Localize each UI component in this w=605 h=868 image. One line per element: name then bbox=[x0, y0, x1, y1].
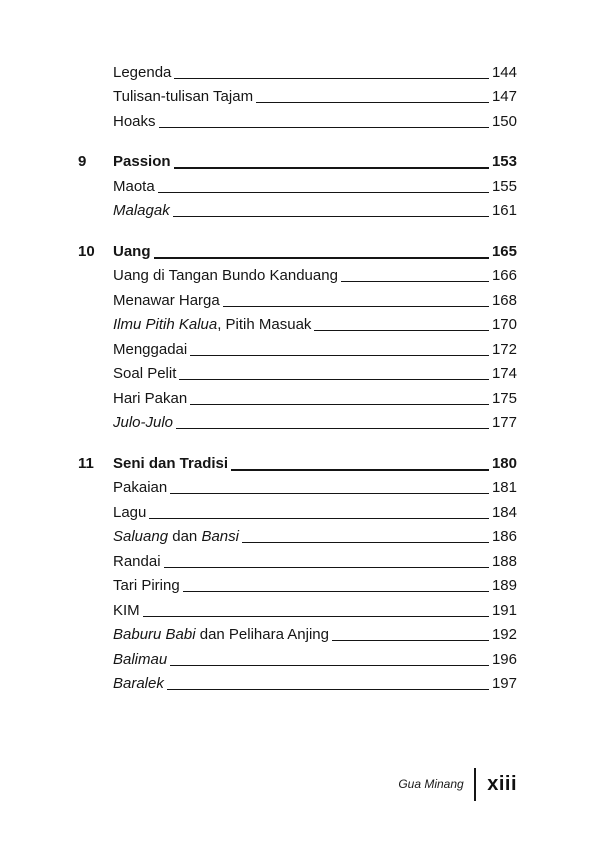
toc-page-number: 186 bbox=[491, 528, 517, 545]
title-part: Maota bbox=[113, 177, 155, 195]
toc-row bbox=[78, 107, 517, 132]
toc-entry-title bbox=[113, 366, 176, 384]
dot-leader bbox=[167, 689, 489, 690]
title-part-italic: Baralek bbox=[113, 675, 164, 692]
toc-entry-title bbox=[113, 391, 187, 409]
toc-chapter-row bbox=[78, 449, 517, 474]
chapter-number: 11 bbox=[78, 454, 94, 472]
toc-section bbox=[78, 148, 517, 222]
toc-page-number: 181 bbox=[491, 479, 517, 496]
dot-leader bbox=[170, 493, 489, 494]
title-part: Hoaks bbox=[113, 112, 156, 130]
toc-section bbox=[78, 58, 517, 132]
toc-entry-title bbox=[113, 529, 239, 547]
toc-section bbox=[78, 237, 517, 433]
title-part: , Pitih Masuak bbox=[217, 316, 312, 333]
dot-leader bbox=[179, 379, 489, 380]
toc-page-number: 191 bbox=[491, 601, 517, 619]
title-part: Hari Pakan bbox=[113, 389, 188, 407]
title-part-italic: Baburu Babi bbox=[113, 626, 196, 643]
toc-page-number: 150 bbox=[491, 112, 517, 130]
toc-row bbox=[78, 197, 517, 222]
dot-leader bbox=[314, 330, 489, 331]
toc-entry-title bbox=[113, 456, 228, 474]
toc-page-number: 180 bbox=[491, 454, 517, 472]
toc-row bbox=[78, 621, 517, 646]
toc-page-number: 155 bbox=[491, 177, 517, 195]
chapter-number bbox=[78, 593, 113, 596]
toc bbox=[78, 58, 517, 694]
chapter-number bbox=[78, 642, 113, 645]
chapter-number bbox=[78, 129, 113, 132]
dot-leader bbox=[158, 192, 489, 193]
chapter-number bbox=[78, 618, 113, 621]
toc-entry-title bbox=[113, 676, 164, 694]
toc-entry-title bbox=[113, 317, 311, 335]
toc-page-number: 166 bbox=[491, 267, 517, 284]
toc-row bbox=[78, 523, 517, 548]
dot-leader bbox=[174, 78, 489, 79]
toc-entry-title bbox=[113, 203, 170, 221]
toc-section bbox=[78, 449, 517, 694]
toc-row bbox=[78, 498, 517, 523]
title-part-italic: Saluang bbox=[113, 528, 169, 545]
footer-divider bbox=[474, 768, 477, 801]
toc-page-number: 170 bbox=[491, 316, 517, 333]
toc-row bbox=[78, 360, 517, 385]
dot-leader bbox=[242, 542, 489, 543]
dot-leader bbox=[170, 665, 489, 666]
toc-page-number: 174 bbox=[491, 365, 517, 382]
title-part: Randai bbox=[113, 552, 161, 570]
toc-page-number: 196 bbox=[491, 650, 517, 668]
dot-leader bbox=[332, 640, 489, 641]
toc-row bbox=[78, 572, 517, 597]
toc-entry-title bbox=[113, 293, 220, 311]
toc-page-number: 168 bbox=[491, 291, 517, 309]
chapter-number bbox=[78, 194, 113, 197]
toc-row bbox=[78, 335, 517, 360]
toc-row bbox=[78, 83, 517, 108]
chapter-number bbox=[78, 691, 113, 694]
title-part: Passion bbox=[113, 153, 171, 170]
toc-page-number: 144 bbox=[491, 63, 517, 81]
chapter-number: 9 bbox=[78, 153, 87, 170]
dot-leader bbox=[159, 127, 489, 128]
toc-row bbox=[78, 547, 517, 572]
toc-row bbox=[78, 172, 517, 197]
toc-page-number: 165 bbox=[491, 242, 517, 260]
dot-leader bbox=[173, 216, 489, 217]
toc-row bbox=[78, 645, 517, 670]
toc-entry-title bbox=[113, 627, 329, 645]
toc-row bbox=[78, 474, 517, 499]
toc-entry-title bbox=[113, 554, 161, 572]
toc-entry-title bbox=[113, 603, 140, 621]
chapter-number: 10 bbox=[78, 242, 95, 260]
title-part: Tulisan-tulisan Tajam bbox=[113, 88, 254, 105]
toc-row bbox=[78, 286, 517, 311]
title-part: dan Pelihara Anjing bbox=[195, 626, 329, 643]
page-footer bbox=[398, 768, 517, 801]
toc-page-number: 172 bbox=[491, 340, 517, 358]
toc-page-number: 147 bbox=[491, 88, 517, 105]
toc-page-number: 192 bbox=[491, 626, 517, 643]
dot-leader bbox=[176, 428, 489, 429]
title-part: dan bbox=[168, 528, 202, 545]
chapter-number bbox=[78, 544, 113, 547]
toc-entry-title bbox=[113, 154, 171, 172]
title-part: Lagu bbox=[113, 503, 147, 521]
title-part: Seni dan Tradisi bbox=[113, 454, 229, 472]
title-part-italic: Bansi bbox=[201, 528, 239, 545]
toc-chapter-row bbox=[78, 148, 517, 173]
chapter-number bbox=[78, 332, 113, 335]
toc-page-number: 177 bbox=[491, 414, 517, 431]
dot-leader bbox=[183, 591, 489, 592]
chapter-number bbox=[78, 495, 113, 498]
toc-page-number: 188 bbox=[491, 552, 517, 570]
chapter-number bbox=[78, 283, 113, 286]
title-part: Uang di Tangan Bundo Kanduang bbox=[113, 267, 338, 284]
toc-entry-title bbox=[113, 268, 338, 286]
title-part: Legenda bbox=[113, 63, 172, 81]
chapter-number bbox=[78, 406, 113, 409]
chapter-number bbox=[78, 520, 113, 523]
chapter-number bbox=[78, 381, 113, 384]
title-part-italic: Balimau bbox=[113, 650, 168, 668]
dot-leader bbox=[174, 167, 489, 169]
toc-row bbox=[78, 409, 517, 434]
title-part: Uang bbox=[113, 242, 151, 260]
toc-entry-title bbox=[113, 480, 167, 498]
toc-entry-title bbox=[113, 179, 155, 197]
toc-entry-title bbox=[113, 415, 173, 433]
chapter-number bbox=[78, 80, 113, 83]
chapter-number bbox=[78, 430, 113, 433]
toc-entry-title bbox=[113, 505, 146, 523]
toc-row bbox=[78, 58, 517, 83]
dot-leader bbox=[149, 518, 489, 519]
dot-leader bbox=[154, 257, 489, 259]
dot-leader bbox=[256, 102, 489, 103]
chapter-number bbox=[78, 104, 113, 107]
title-part: Soal Pelit bbox=[113, 365, 177, 382]
title-part-italic: Malagak bbox=[113, 202, 170, 219]
toc-page-number: 189 bbox=[491, 577, 517, 594]
toc-entry-title bbox=[113, 578, 180, 596]
title-part: Tari Piring bbox=[113, 577, 180, 594]
toc-page-number: 153 bbox=[491, 153, 517, 170]
toc-row bbox=[78, 262, 517, 287]
title-part: Pakaian bbox=[113, 479, 168, 496]
toc-row bbox=[78, 311, 517, 336]
title-part: KIM bbox=[113, 601, 140, 619]
toc-entry-title bbox=[113, 652, 167, 670]
toc-page-number: 175 bbox=[491, 389, 517, 407]
dot-leader bbox=[190, 404, 489, 405]
title-part: Menawar Harga bbox=[113, 291, 220, 309]
chapter-number bbox=[78, 667, 113, 670]
toc-entry-title bbox=[113, 114, 156, 132]
toc-row bbox=[78, 596, 517, 621]
toc-entry-title bbox=[113, 89, 253, 107]
footer-book-title: Gua Minang bbox=[398, 776, 464, 791]
toc-row bbox=[78, 670, 517, 695]
toc-chapter-row bbox=[78, 237, 517, 262]
toc-page-number: 184 bbox=[491, 503, 517, 521]
footer-page-number: xiii bbox=[487, 773, 517, 795]
dot-leader bbox=[143, 616, 489, 617]
title-part-italic: Ilmu Pitih Kalua bbox=[113, 316, 218, 333]
chapter-number bbox=[78, 308, 113, 311]
chapter-number bbox=[78, 218, 113, 221]
toc-entry-title bbox=[113, 65, 171, 83]
title-part-italic: Julo-Julo bbox=[113, 414, 174, 431]
toc-page-number: 161 bbox=[491, 202, 517, 219]
toc-entry-title bbox=[113, 342, 187, 360]
dot-leader bbox=[164, 567, 489, 568]
dot-leader bbox=[223, 306, 489, 307]
dot-leader bbox=[231, 469, 489, 471]
toc-entry-title bbox=[113, 244, 151, 262]
toc-row bbox=[78, 384, 517, 409]
dot-leader bbox=[341, 281, 489, 282]
chapter-number bbox=[78, 569, 113, 572]
toc-page-number: 197 bbox=[491, 675, 517, 692]
dot-leader bbox=[190, 355, 489, 356]
chapter-number bbox=[78, 357, 113, 360]
title-part: Menggadai bbox=[113, 340, 188, 358]
